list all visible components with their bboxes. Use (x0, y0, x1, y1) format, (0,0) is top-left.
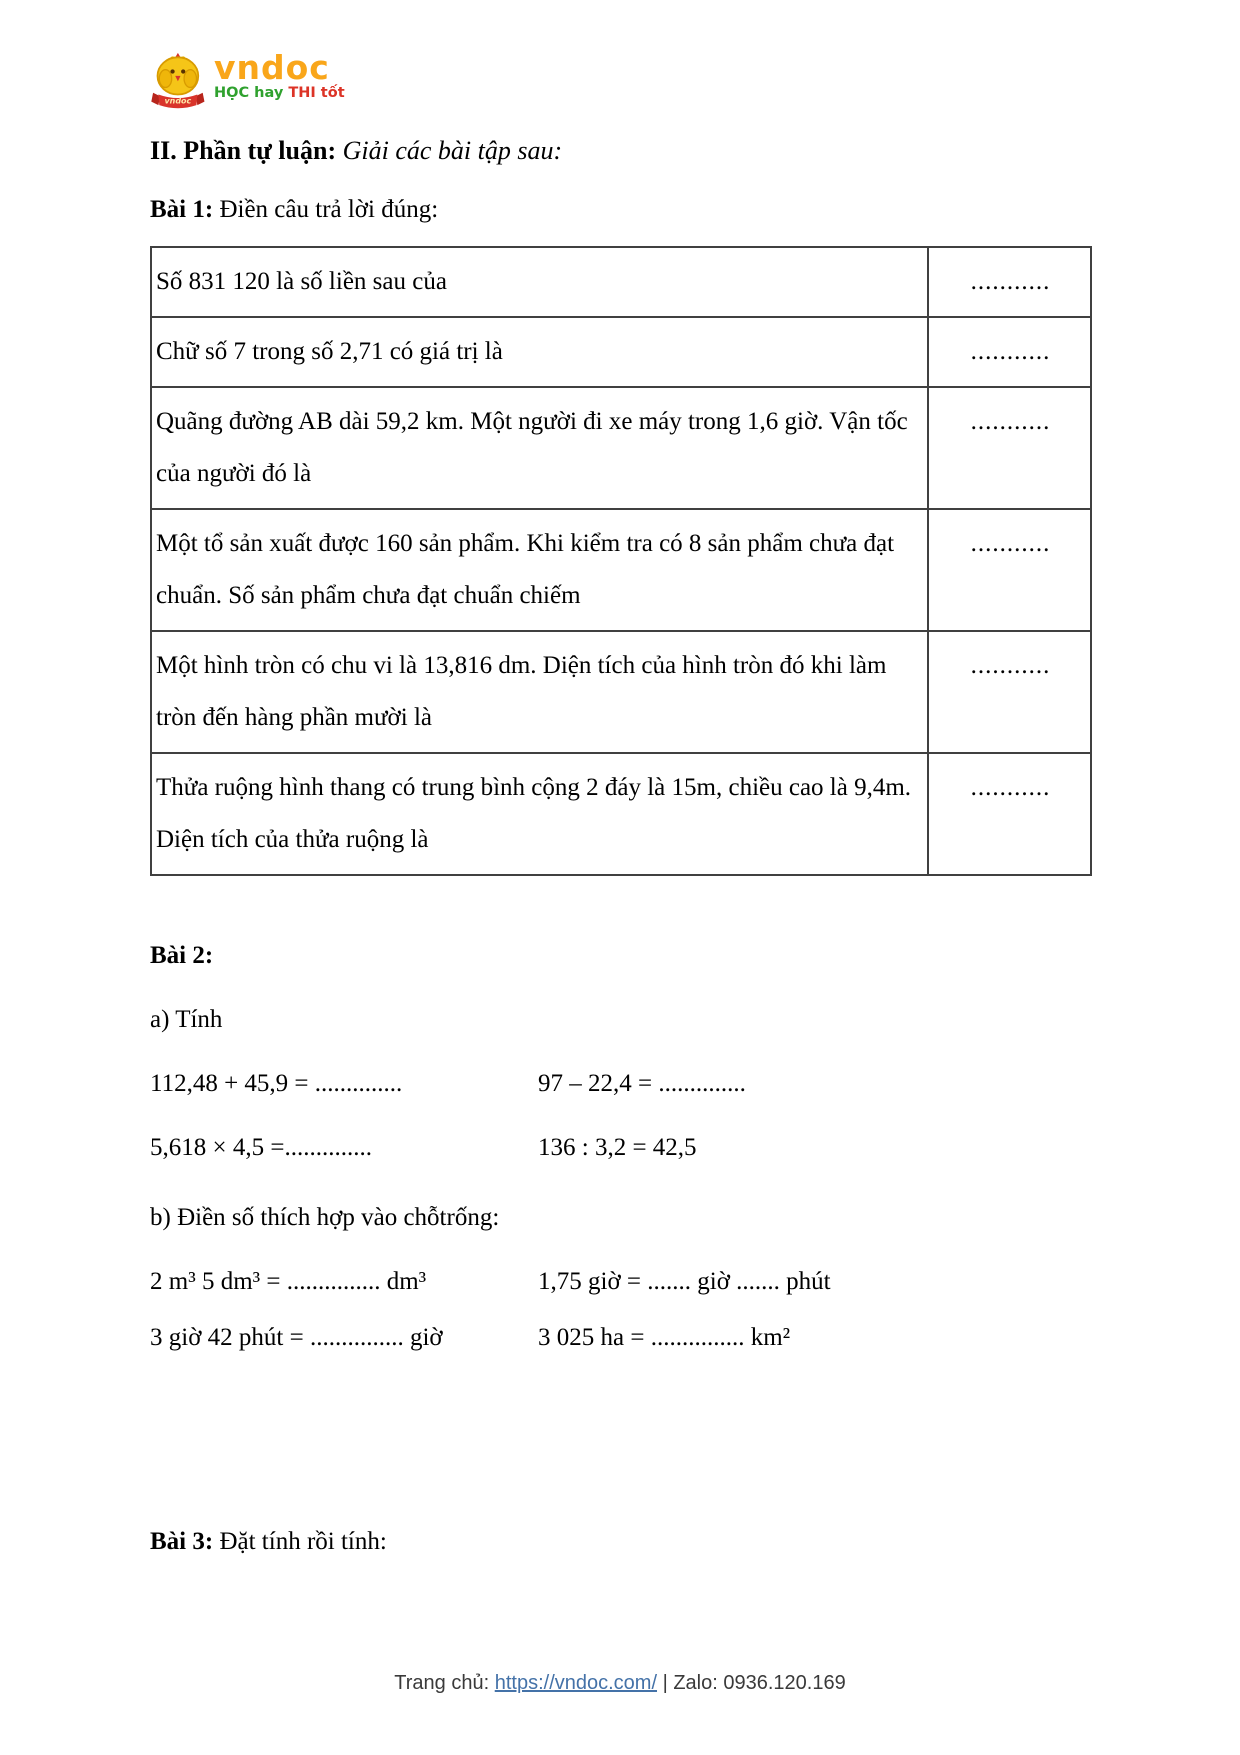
section-title (150, 136, 1090, 166)
bai1-title-text: Điền câu trả lời đúng: (219, 196, 439, 223)
question-cell: Số 831 120 là số liền sau của (151, 247, 928, 317)
equation: 2 m³ 5 dm³ = ............... dm³ (150, 1268, 427, 1295)
tagline-red: THI tốt (288, 85, 345, 102)
footer-home-label: Trang chủ: (394, 1672, 495, 1694)
equation: 3 giờ 42 phút = ............... giờ (150, 1324, 443, 1351)
bai1-question-table (150, 246, 1092, 876)
bai3-heading (150, 1528, 1090, 1556)
logo-banner-text: vndoc (164, 96, 192, 106)
bai3-label: Bài 3: (150, 1528, 214, 1555)
answer-blank: ........... (928, 247, 1091, 317)
footer-home-link[interactable]: https://vndoc.com/ (494, 1672, 658, 1694)
bai2-heading: Bài 2: (150, 942, 214, 969)
bai1-heading (150, 196, 1090, 224)
equation: 3 025 ha = ............... km² (538, 1324, 791, 1351)
question-cell: Chữ số 7 trong số 2,71 có giá trị là (151, 317, 928, 387)
calc-row (150, 1134, 1090, 1162)
bai1-label: Bài 1: (150, 196, 214, 223)
bai2-part-b-label: b) Điền số thích hợp vào chỗtrống: (150, 1204, 500, 1231)
section-title-bold: II. Phần tự luận: (150, 136, 337, 165)
table-row (151, 387, 1091, 509)
table-row (151, 247, 1091, 317)
table-row (151, 317, 1091, 387)
answer-blank: ........... (928, 387, 1091, 509)
equation: 136 : 3,2 = 42,5 (538, 1134, 697, 1161)
logo-brand-text: vndoc (214, 48, 330, 87)
page-footer (0, 1672, 1240, 1695)
equation: 112,48 + 45,9 = .............. (150, 1070, 403, 1097)
footer-zalo: Zalo: 0936.120.169 (673, 1672, 846, 1694)
bai2-part-a-label: a) Tính (150, 1006, 223, 1033)
tagline-green: HỌC hay (214, 85, 284, 102)
question-cell: Một hình tròn có chu vi là 13,816 dm. Diện tích của hình tròn đó khi làm tròn đến hàng phần mười là (151, 631, 928, 753)
bai3-title-text: Đặt tính rồi tính: (219, 1528, 387, 1555)
logo-tagline (214, 86, 345, 101)
vndoc-mascot-icon (146, 52, 208, 119)
equation: 1,75 giờ = ....... giờ ....... phút (538, 1268, 831, 1295)
section-title-italic: Giải các bài tập sau: (342, 136, 563, 165)
calc-row (150, 1070, 1090, 1098)
footer-separator: | (657, 1672, 674, 1694)
question-cell: Thửa ruộng hình thang có trung bình cộng 2 đáy là 15m, chiều cao là 9,4m. Diện tích của thửa ruộng là (151, 753, 928, 875)
table-row (151, 753, 1091, 875)
equation: 97 – 22,4 = .............. (538, 1070, 746, 1097)
vndoc-logo (146, 48, 1090, 116)
question-cell: Quãng đường AB dài 59,2 km. Một người đi xe máy trong 1,6 giờ. Vận tốc của người đó là (151, 387, 928, 509)
equation: 5,618 × 4,5 =.............. (150, 1134, 372, 1161)
answer-blank: ........... (928, 753, 1091, 875)
fill-row (150, 1268, 1090, 1296)
answer-blank: ........... (928, 631, 1091, 753)
fill-row (150, 1324, 1090, 1352)
answer-blank: ........... (928, 509, 1091, 631)
table-row (151, 509, 1091, 631)
answer-blank: ........... (928, 317, 1091, 387)
question-cell: Một tổ sản xuất được 160 sản phẩm. Khi kiểm tra có 8 sản phẩm chưa đạt chuẩn. Số sản phẩm chưa đạt chuẩn chiếm (151, 509, 928, 631)
logo-wordmark (214, 48, 345, 102)
table-row (151, 631, 1091, 753)
